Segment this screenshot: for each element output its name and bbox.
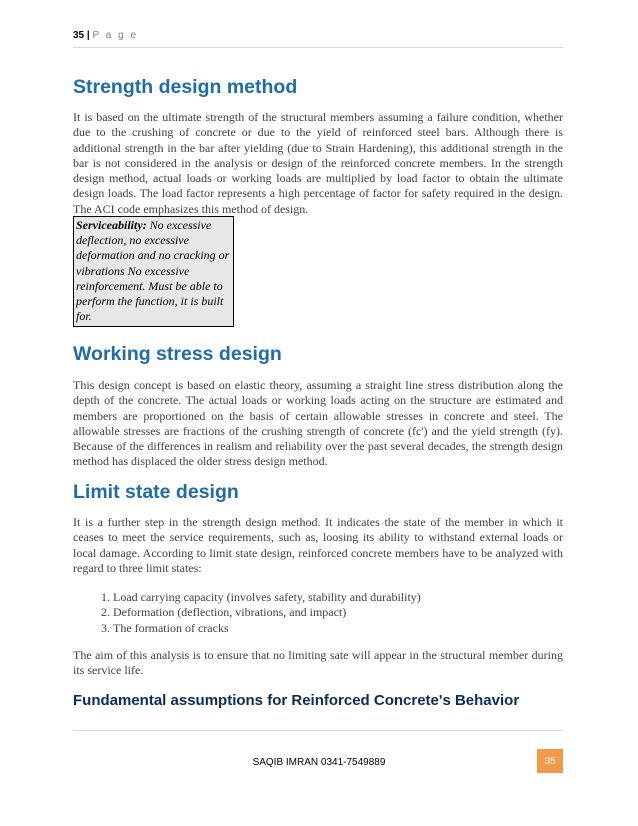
header-page-word: P a g e (92, 30, 139, 41)
footer-author: SAQIB IMRAN 0341-7549889 (252, 757, 386, 768)
callout-text: No excessive deflection, no excessive deformation and no cracking or vibrations No excessive reinforcement. Must be able to perform the function, it is built for. (76, 218, 230, 324)
list-item: 2. Deformation (deflection, vibrations, and impact) (113, 605, 603, 620)
serviceability-callout (73, 216, 234, 327)
fundamental-assumptions-heading: Fundamental assumptions for Reinforced Concrete's Behavior (73, 692, 520, 709)
working-stress-paragraph: This design concept is based on elastic theory, assuming a straight line stress distribution along the depth of the concrete. The actual loads or working loads acting on the structure are estimated and members are proportioned on the basis of certain allowable stresses in concrete and steel. The allowable stresses are fractions of the crushing strength of concrete (fc') and the yield strength (fy). Because of the differences in realism and reliability over the past several decades, the strength design method has displaced the older stress design method. (73, 378, 563, 469)
callout-label: Serviceability: (76, 218, 147, 232)
strength-design-heading: Strength design method (73, 76, 298, 98)
footer-page-badge: 35 (537, 749, 563, 773)
limit-state-paragraph: It is a further step in the strength design method. It indicates the state of the member in which it ceases to meet the service requirements, such as, loosing its ability to withstand external loads or local damage. According to limit state design, reinforced concrete members have to be analyzed with regard to three limit states: (73, 515, 563, 575)
limit-state-heading: Limit state design (73, 481, 239, 503)
limit-state-closing: The aim of this analysis is to ensure that no limiting sate will appear in the structural member during its service life. (73, 648, 563, 678)
list-item: 1. Load carrying capacity (involves safety, stability and durability) (113, 590, 603, 605)
header-page-number: 35 (73, 30, 85, 41)
header-separator: | (86, 30, 90, 41)
limit-states-list (73, 590, 603, 636)
footer-divider (73, 730, 563, 731)
working-stress-heading: Working stress design (73, 343, 282, 365)
page-header (73, 30, 563, 48)
strength-design-paragraph: It is based on the ultimate strength of the structural members assuming a failure condition, whether due to the crushing of concrete or due to the yield of reinforced steel bars. Although there is additional strength in the bar after yielding (due to Strain Hardening), this additional strength in the bar is not considered in the analysis or design of the reinforced concrete members. In the strength design method, actual loads or working loads are multiplied by load factor to obtain the ultimate design loads. The load factor represents a high percentage of factor for safety required in the design. The ACI code emphasizes this method of design. (73, 110, 563, 216)
list-item: 3. The formation of cracks (113, 621, 603, 636)
